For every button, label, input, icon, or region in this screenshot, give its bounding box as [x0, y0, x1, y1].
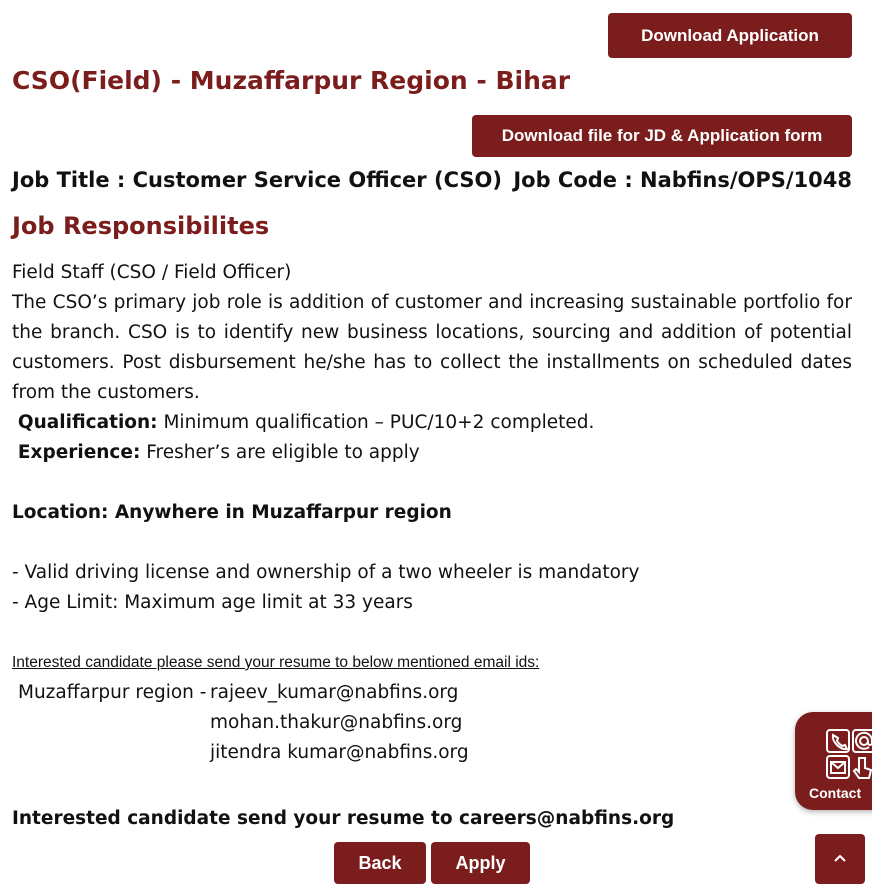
job-description: The CSO’s primary job role is addition of customer and increasing sustainable portfolio for the branch. CSO is to identify new business locations, sourcing and addition of potential customers. Post disbursement he/she has to collect the installments on scheduled dates from the customers.: [12, 292, 852, 403]
contact-icons: [825, 728, 872, 784]
email-list: [12, 678, 469, 768]
experience-label: Experience:: [17, 442, 141, 463]
download-jd-button[interactable]: Download file for JD & Application form: [472, 115, 852, 157]
license-requirement: - Valid driving license and ownership of a two wheeler is mandatory: [12, 562, 640, 583]
email-item: mohan.thakur@nabfins.org: [210, 712, 463, 733]
back-button[interactable]: Back: [334, 842, 426, 884]
contact-widget[interactable]: [795, 712, 872, 810]
email-item: jitendra kumar@nabfins.org: [210, 742, 469, 763]
qualification-line: [12, 408, 852, 438]
responsibilities-heading: Job Responsibilites: [12, 212, 270, 240]
careers-note: Interested candidate send your resume to careers@nabfins.org: [12, 808, 675, 829]
email-item: rajeev_kumar@nabfins.org: [210, 682, 459, 703]
age-limit: - Age Limit: Maximum age limit at 33 years: [12, 592, 413, 613]
scroll-top-button[interactable]: [815, 834, 865, 884]
experience-value: Fresher’s are eligible to apply: [140, 442, 420, 463]
job-title: Job Title : Customer Service Officer (CSO): [12, 168, 502, 192]
field-staff-text: Field Staff (CSO / Field Officer): [12, 262, 292, 283]
job-code: Job Code : Nabfins/OPS/1048: [513, 168, 852, 192]
location-text: Location: Anywhere in Muzaffarpur region: [12, 502, 452, 523]
contact-label: Contact: [809, 785, 862, 801]
email-instructions: Interested candidate please send your resume to below mentioned email ids:: [12, 654, 540, 671]
apply-button[interactable]: Apply: [431, 842, 530, 884]
experience-line: [12, 438, 852, 468]
hand-pointer-icon: [854, 758, 871, 778]
download-application-button[interactable]: Download Application: [608, 13, 852, 58]
page-title: CSO(Field) - Muzaffarpur Region - Bihar: [12, 66, 571, 95]
qualification-label: Qualification:: [17, 412, 158, 433]
phone-handset: [833, 735, 847, 749]
region-label: Muzaffarpur region -: [18, 682, 207, 703]
qualification-value: Minimum qualification – PUC/10+2 completed.: [157, 412, 595, 433]
chevron-up-icon: [832, 851, 848, 867]
